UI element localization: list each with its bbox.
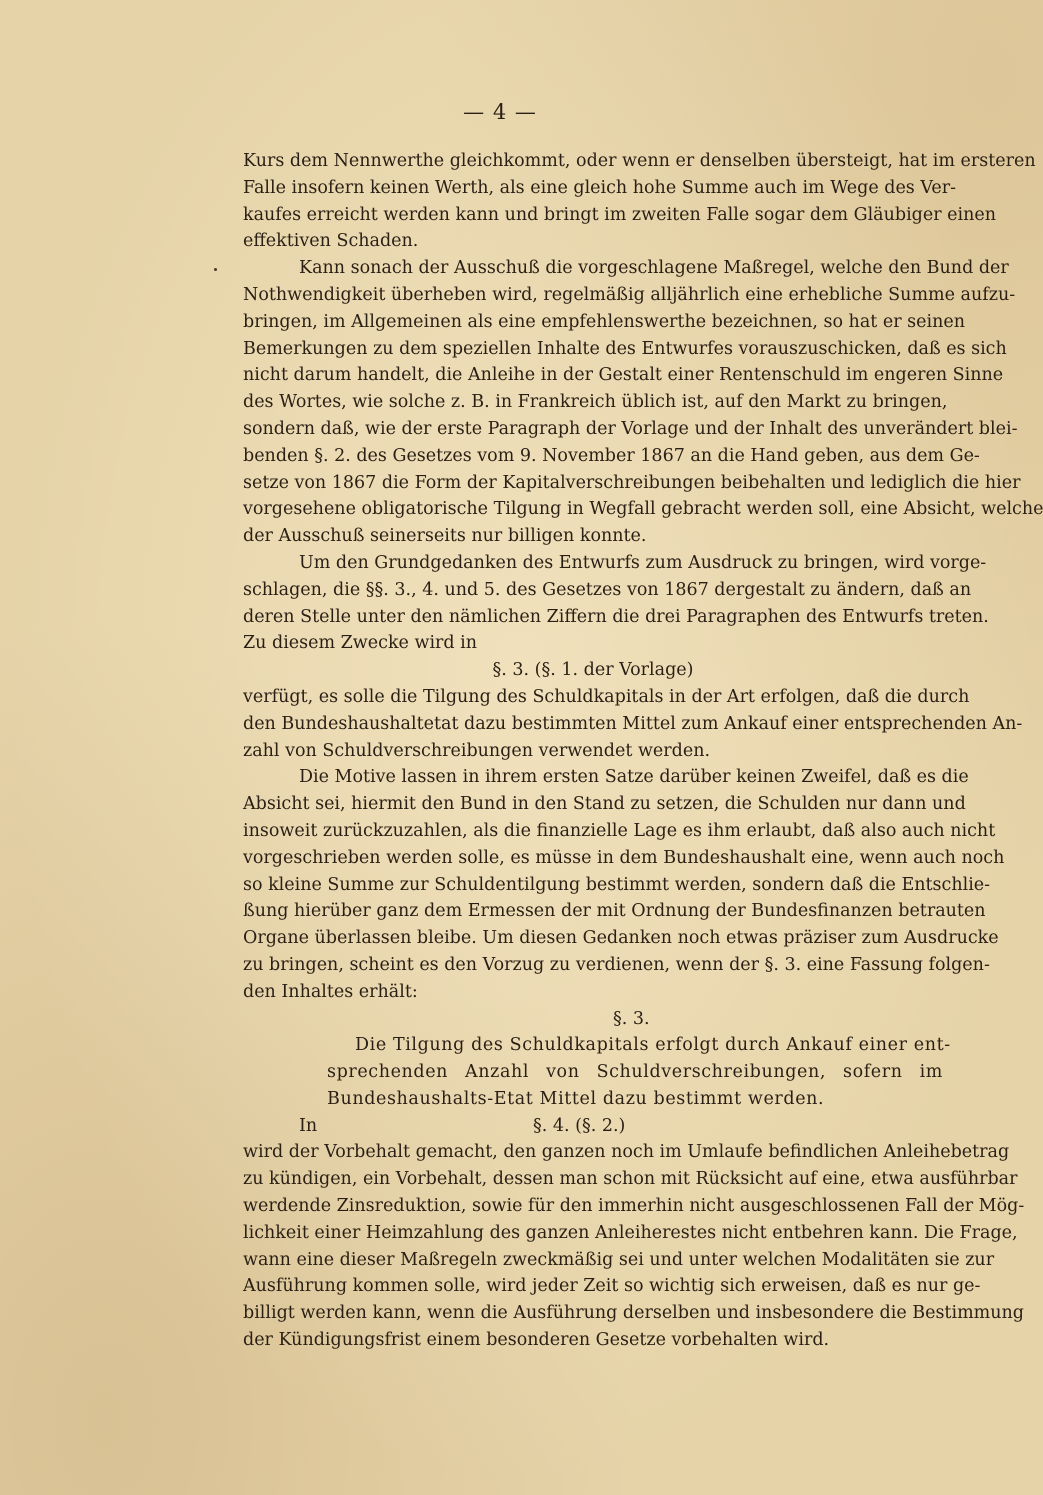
text-line: billigt werden kann, wenn die Ausführung derselben und insbesondere die Bestimmung (243, 1303, 1024, 1324)
text-line: insoweit zurückzuzahlen, als die finanzielle Lage es ihm erlaubt, daß also auch nicht (243, 820, 996, 841)
ink-speck (214, 268, 217, 271)
text-line: Nothwendigkeit überheben wird, regelmäßig alljährlich eine erhebliche Summe aufzu- (243, 284, 1016, 305)
line-lead-word: In (299, 1115, 318, 1136)
text-line: so kleine Summe zur Schuldentilgung bestimmt werden, sondern daß die Entschlie- (243, 874, 991, 895)
text-line: zu kündigen, ein Vorbehalt, dessen man schon mit Rücksicht auf eine, etwa ausführbar (243, 1169, 1018, 1190)
text-line: sondern daß, wie der erste Paragraph der Vorlage und der Inhalt des unverändert blei- (243, 418, 1018, 439)
text-line: lichkeit einer Heimzahlung des ganzen Anleiherestes nicht entbehren kann. Die Frage, (243, 1222, 1018, 1243)
page-number: — 4 — (463, 100, 537, 124)
text-line: effektiven Schaden. (243, 231, 419, 252)
text-line: Organe überlassen bleibe. Um diesen Gedanken noch etwas präziser zum Ausdrucke (243, 928, 999, 949)
text-line: zahl von Schuldverschreibungen verwendet werden. (243, 740, 711, 761)
section-heading: §. 4. (§. 2.) (533, 1115, 626, 1136)
text-line: der Ausschuß seinerseits nur billigen konnte. (243, 526, 647, 547)
text-line: Kurs dem Nennwerthe gleichkommt, oder wenn er denselben übersteigt, hat im ersteren (243, 151, 1036, 171)
text-line: vorgeschrieben werden solle, es müsse in dem Bundeshaushalt eine, wenn auch noch (243, 847, 1005, 868)
text-line: verfügt, es solle die Tilgung des Schuldkapitals in der Art erfolgen, daß die durch (243, 686, 970, 707)
text-line: ßung hierüber ganz dem Ermessen der mit Ordnung der Bundesfinanzen betrauten (243, 901, 986, 922)
body-text (243, 148, 1043, 1354)
text-line: benden §. 2. des Gesetzes vom 9. November 1867 an die Hand geben, aus dem Ge- (243, 445, 980, 466)
text-line: der Kündigungsfrist einem besonderen Gesetze vorbehalten wird. (243, 1330, 830, 1351)
text-line: §. 3. (613, 1008, 650, 1029)
text-line: Bundeshaushalts-Etat Mittel dazu bestimmt werden. (327, 1088, 825, 1109)
text-line: des Wortes, wie solche z. B. in Frankreich üblich ist, auf den Markt zu bringen, (243, 392, 948, 413)
text-line: schlagen, die §§. 3., 4. und 5. des Gesetzes von 1867 dergestalt zu ändern, daß an (243, 579, 972, 600)
text-line: Die Tilgung des Schuldkapitals erfolgt durch Ankauf einer ent- (355, 1035, 951, 1056)
text-line: Zu diesem Zwecke wird in (243, 633, 478, 654)
text-line: Absicht sei, hiermit den Bund in den Stand zu setzen, die Schulden nur dann und (243, 794, 966, 815)
text-line: Die Motive lassen in ihrem ersten Satze darüber keinen Zweifel, daß es die (299, 767, 969, 788)
text-line: Falle insofern keinen Werth, als eine gleich hohe Summe auch im Wege des Ver- (243, 177, 957, 198)
text-line: zu bringen, scheint es den Vorzug zu verdienen, wenn der §. 3. eine Fassung folgen- (243, 954, 990, 975)
text-line: vorgesehene obligatorische Tilgung in Wegfall gebracht werden soll, eine Absicht, welche (243, 499, 1043, 520)
text-line: den Bundeshaushaltetat dazu bestimmten Mittel zum Ankauf einer entsprechenden An- (243, 713, 1023, 734)
text-line: Ausführung kommen solle, wird jeder Zeit so wichtig sich erweisen, daß es nur ge- (243, 1276, 981, 1297)
section-heading-line (243, 1113, 943, 1140)
text-line: wird der Vorbehalt gemacht, den ganzen noch im Umlaufe befindlichen Anleihebetrag (243, 1142, 1010, 1163)
text-line: werdende Zinsreduktion, sowie für den immerhin nicht ausgeschlossenen Fall der Mög- (243, 1196, 1025, 1217)
text-line: bringen, im Allgemeinen als eine empfehlenswerthe bezeichnen, so hat er seinen (243, 311, 965, 332)
text-line: kaufes erreicht werden kann und bringt im zweiten Falle sogar dem Gläubiger einen (243, 204, 997, 225)
text-line: den Inhaltes erhält: (243, 981, 418, 1002)
text-line: §. 3. (§. 1. der Vorlage) (492, 660, 694, 681)
text-line: nicht darum handelt, die Anleihe in der Gestalt einer Rentenschuld im engeren Sinne (243, 365, 1004, 386)
text-line: Bemerkungen zu dem speziellen Inhalte des Entwurfes vorauszuschicken, daß es sich (243, 338, 1007, 359)
text-line: Um den Grundgedanken des Entwurfs zum Ausdruck zu bringen, wird vorge- (299, 552, 987, 573)
text-line: deren Stelle unter den nämlichen Ziffern die drei Paragraphen des Entwurfs treten. (243, 606, 989, 627)
text-line: Kann sonach der Ausschuß die vorgeschlagene Maßregel, welche den Bund der (299, 258, 1009, 279)
text-line: sprechenden Anzahl von Schuldverschreibungen, sofern im (327, 1062, 943, 1083)
text-line: wann eine dieser Maßregeln zweckmäßig sei und unter welchen Modalitäten sie zur (243, 1249, 995, 1270)
text-line: setze von 1867 die Form der Kapitalverschreibungen beibehalten und lediglich die hier (243, 472, 1021, 493)
